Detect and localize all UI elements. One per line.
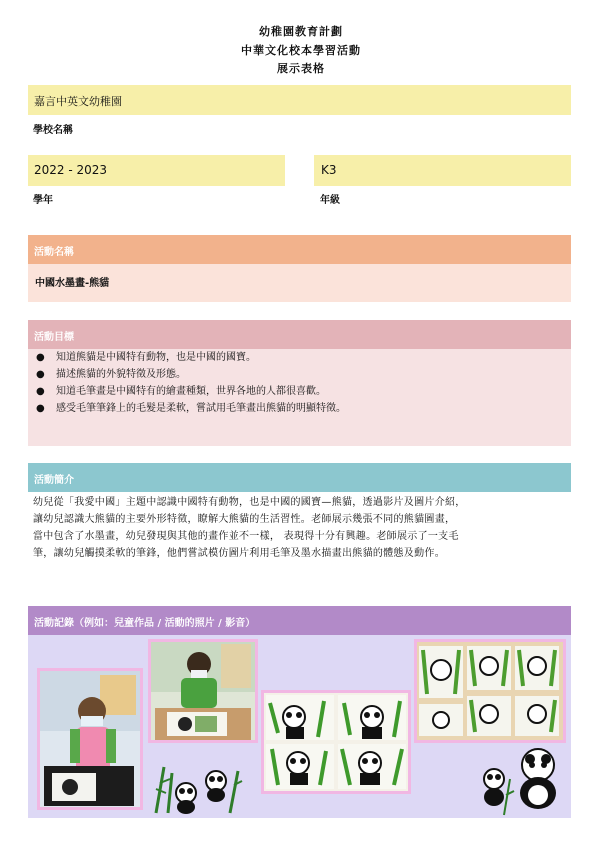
- school-year-label: 學年: [33, 195, 53, 206]
- photo-child-at-table: [148, 639, 258, 743]
- doc-title-line2: 中華文化校本學習活動: [241, 44, 361, 57]
- grade-label: 年級: [320, 195, 340, 206]
- activity-name-value: 中國水墨畫-熊貓: [28, 264, 571, 302]
- photo-panda-paintings: [261, 690, 411, 794]
- wall-display-image: [417, 642, 563, 740]
- objective-item: ● 知道毛筆畫是中國特有的繪畫種類，世界各地的人都很喜歡。: [28, 383, 346, 400]
- intro-line: 當中包含了水墨畫，幼兒發現與其他的畫作並不一樣， 表現得十分有興趣。老師展示了一支毛: [33, 531, 459, 542]
- panda-bamboo-decoration-right: [476, 745, 568, 817]
- objective-item: ● 描述熊貓的外貌特徵及形態。: [28, 366, 346, 383]
- objectives-panel: [28, 349, 571, 446]
- objective-item: ● 知道熊貓是中國特有動物，也是中國的國寶。: [28, 349, 346, 366]
- grade-field: K3: [314, 155, 571, 186]
- photo-wall-display: [414, 639, 566, 743]
- intro-bar: 活動簡介: [28, 463, 571, 492]
- intro-line: 筆，讓幼兒觸摸柔軟的筆鋒，他們嘗試模仿圖片利用毛筆及墨水描畫出熊貓的體態及動作。: [33, 548, 445, 559]
- intro-line: 讓幼兒認識大熊貓的主要外形特徵，瞭解大熊貓的生活習性。老師展示幾張不同的熊貓圖畫，: [33, 514, 456, 525]
- school-year-field: 2022 - 2023: [28, 155, 285, 186]
- objectives-list: [28, 349, 346, 417]
- school-name-label: 學校名稱: [33, 125, 73, 136]
- photo-child-painting: [37, 668, 143, 810]
- record-panel: [28, 635, 571, 818]
- child-at-table-image: [151, 642, 255, 740]
- panda-paintings-image: [264, 693, 408, 791]
- school-name-field: 嘉言中英文幼稚園: [28, 85, 571, 115]
- doc-title-line1: 幼稚園教育計劃: [259, 25, 343, 38]
- intro-text: [33, 494, 578, 562]
- panda-bamboo-decoration-left: [146, 763, 246, 815]
- objectives-bar: 活動目標: [28, 320, 571, 349]
- doc-title-line3: 展示表格: [277, 62, 325, 75]
- record-bar: 活動記錄（例如：兒童作品 / 活動的照片 / 影音）: [28, 606, 571, 635]
- activity-name-bar: 活動名稱: [28, 235, 571, 264]
- objective-item: ● 感受毛筆筆鋒上的毛髮是柔軟，嘗試用毛筆畫出熊貓的明顯特徵。: [28, 400, 346, 417]
- child-painting-image: [40, 671, 140, 807]
- intro-line: 幼兒從「我愛中國」主題中認識中國特有動物，也是中國的國寶—熊貓，透過影片及圖片介紹，: [33, 497, 466, 508]
